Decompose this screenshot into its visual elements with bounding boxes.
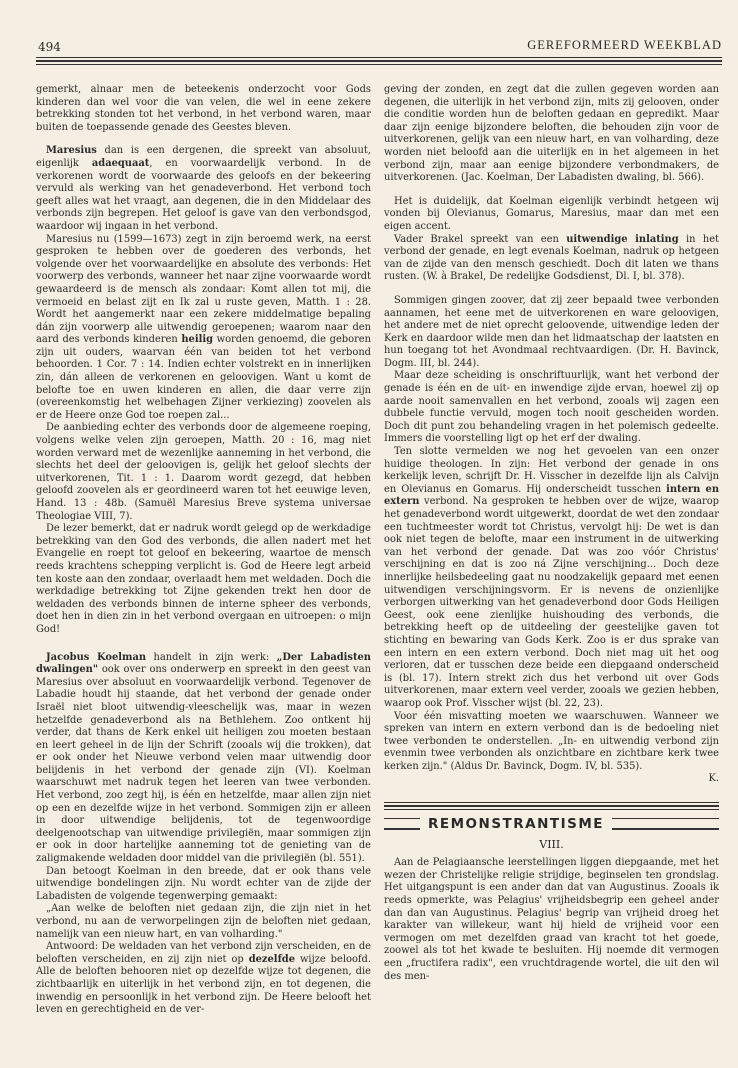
bold-term: intern en extern	[384, 483, 720, 508]
text-run: handelt in zijn werk:	[146, 651, 277, 663]
text-run: Maresius nu (1599—1673) zegt in zijn beroemd werk, na eerst gesproken te hebben over de goederen des verbonds, het volgende over het voorwaardelijke en absolute des verbonds: Het voorwerp des verbonds, wanneer het naar zijne voorwaarde wordt gewaardeerd is de mensch als zondaar: Komt allen tot mij, die vermoeid en belast zijt en Ik zal u ruste geven, Matth. 1 : 28. Wordt het aangemerkt naar een zekere middelmatige bepaling dán zijn voorwerp alle uitwendig geroepenen; waarom naar den aard des verbonds kinderen	[36, 233, 371, 346]
header-rule	[36, 60, 722, 62]
paragraph	[36, 84, 371, 134]
header-rule	[36, 64, 722, 65]
bold-term: dezelfde	[248, 953, 295, 965]
paragraph	[36, 941, 371, 1017]
left-column	[36, 84, 371, 1017]
paragraph	[36, 422, 371, 523]
text-run: De lezer bemerkt, dat er nadruk wordt gelegd op de werkdadige betrekking van den God des verbonds, die allen nadert met het Evangelie en roept tot geloof en bekeering, waartoe de mensch reeds krachtens schepping verplicht is. God de Heere legt arbeid ten koste aan den zondaar, overlaadt hem met weldaden. Doch die werkdadige betrekking tot Zijne gekenden trekt hen door de weldaden des verbonds binnen de interne spheer des verbonds, doet hen in dien zin in het verbond overgaan en uitroepen: o mijn God!	[36, 523, 371, 635]
paragraph	[384, 295, 719, 371]
text-run: Sommigen gingen zoover, dat zij zeer bepaald twee verbonden aannamen, het eene met de uitverkorenen en ware geloovigen, het andere met de niet oprecht geloovende, uitwendige leden der Kerk en daardoor wilde men dan het lidmaatschap der laatsten en hun toegang tot het Avondmaal rechtvaardigen. (Dr. H. Bavinck, Dogm. III, bl. 244).	[384, 294, 719, 369]
section-divider	[384, 800, 719, 814]
text-run: „Aan welke de beloften niet gedaan zijn, die zijn niet in het verbond, nu aan de verworpelingen zijn de beloften niet gedaan, namelijk van een nieuw hart, en van volharding."	[36, 903, 371, 940]
text-run: verbond. Na gesproken te hebben over de wijze, waarop het genadeverbond wordt uitgewerkt, doordat de wet den zondaar een tuchtmeester wordt tot Christus, vervolgt hij: De wet is dan ook niet tegen de belofte, maar een instrument in de uitwerking van het verbond der genade. Dat was zoo vóór Christus' verschijning en dat is zoo ná Zijne verschijning... Doch deze innerlijke heilsbedeeling gaat nu noodzakelijk gepaard met eenen uitwendigen verschijningsvorm. Er is nevens de onzienlijke verborgen uitwerking van het genadeverbond door Gods Heiligen Geest, ook eene zienlijke huishouding des verbonds, die betrekking heeft op de uitdeeling der geestelijke gaven tot stichting en bewaring van Gods Kerk. Zoo is er dus sprake van een intern en een extern verbond. Doch niet mag uit het oog verloren, dat er tusschen deze beide een diepgaand onderscheid is (bl. 17). Intern strekt zich dus het verbond uit over Gods uitverkorenen, maar extern veel verder, zooals we gezien hebben, waarop ook Prof. Visscher wijst (bl. 22, 23).	[384, 496, 719, 709]
paragraph	[36, 145, 371, 233]
heading-bar	[612, 818, 719, 830]
text-run: geving der zonden, en zegt dat die zullen gegeven worden aan degenen, die uiterlijk in het verbond zijn, mits zij gelooven, onder die conditie worden hun de beloften gedaan en gepredikt. Maar daar zijn eenige bijzondere beloften, die behouden zijn voor de uitverkorenen, gelijk van een nieuw hart, en van volharding, deze worden niet beloofd aan die uiterlijk en in het algemeen in het verbond zijn, maar aan eenige bijzondere verbondmakers, de uitverkorenen. (Jac. Koelman, Der Labadisten dwaling, bl. 566).	[384, 84, 719, 184]
section-number: VIII.	[539, 837, 564, 851]
running-title: GEREFORMEERD WEEKBLAD	[527, 38, 722, 52]
bold-term: „Der Labadisten dwalingen"	[36, 651, 371, 676]
text-run: Maar deze scheiding is onschriftuurlijk, want het verbond der genade is één en de uit- en inwendige zijde ervan, hoewel zij op aarde nooit samenvallen en het verbond, zooals wij zagen een dubbele functie vervuld, mogen toch nooit gescheiden worden. Doch dit punt zou behandeling vragen in het polemisch gedeelte. Immers die voorstelling ligt op het erf der dwaling.	[384, 370, 719, 445]
paragraph	[384, 370, 719, 446]
text-run: gemerkt, alnaar men de beteekenis onderzocht voor Gods kinderen dan wel voor die van velen, die wel in eene zekere betrekking stonden tot het verbond, in het verbond waren, maar buiten de toepassende genade des Geestes bleven.	[36, 84, 371, 133]
text-run: De aanbieding echter des verbonds door de algemeene roeping, volgens welke velen zijn geroepen, Matth. 20 : 16, mag niet worden verward met de wezenlijke aanneming in het verbond, die slechts het deel der geloovigen is, gelijk het geloof slechts der uitverkorenen, Tit. 1 : 1. Daarom wordt gezegd, dat hebben geloofd zoovelen als er geordineerd waren tot het eeuwige leven, Hand. 13 : 48b. (Samuël Maresius Breve systema universae Theologiae VIII, 7).	[36, 422, 371, 522]
bold-term: adaequaat	[91, 157, 150, 169]
text-run: dan is een dergenen, die spreekt van absoluut, eigenlijk	[36, 145, 371, 169]
text-run: wijze beloofd. Alle de beloften behooren niet op dezelfde wijze tot degenen, die zichtbaarlijk en uiterlijk in het verbond zijn, en tot degenen, die inwendig en persoonlijk in het verbond zijn. De Heere belooft het leven en gerechtigheid en de ver-	[36, 953, 372, 1016]
paragraph	[36, 652, 371, 866]
paragraph	[36, 903, 371, 941]
article-signature: K.	[708, 773, 719, 785]
text-run: Het is duidelijk, dat Koelman eigenlijk verbindt hetgeen wij vonden bij Olevianus, Gomarus, Maresius, maar dan met een eigen accent.	[384, 195, 719, 232]
bold-term: heilig	[181, 334, 213, 346]
text-run: worden genoemd, die geboren zijn uit ouders, waarvan één van beiden tot het verbond behoorden. 1 Cor. 7 : 14. Indien echter volstrekt en in innerlijken zin, dán alleen de verkorenen en geloovigen. Want u komt de belofte toe en uwen kinderen en allen, die daar verre zijn (overeenkomstig het welbehagen Zijner verkiezing) zoovelen als er de Heere onze God toe roepen zal...	[36, 334, 371, 421]
paragraph	[384, 234, 719, 284]
paragraph	[384, 711, 719, 774]
text-run: Vader Brakel spreekt van een	[394, 233, 567, 245]
paragraph	[384, 84, 719, 185]
paragraph	[384, 446, 719, 710]
heading-bar	[384, 818, 420, 830]
bold-term: Jacobus Koelman	[46, 651, 147, 663]
text-run: in het verbond der genade, en legt evenals Koelman, nadruk op hetgeen van de zijde van den mensch geschiedt. Doch dit laten we thans rusten. (W. à Brakel, De redelijke Godsdienst, Dl. I, bl. 378).	[384, 233, 720, 283]
bold-term: Maresius	[46, 145, 97, 157]
text-run: Ten slotte vermelden we nog het gevoelen van een onzer huidige theologen. In zijn: Het verbond der genade in ons kerkelijk leven, schrijft Dr. H. Visscher in dezelfde lijn als Calvijn en Olevianus en Gomarus. Hij onderscheidt tusschen	[384, 446, 719, 495]
paragraph	[36, 866, 371, 904]
article-continuation	[384, 84, 719, 773]
header-rule	[36, 57, 722, 58]
text-run: , en voorwaardelijk verbond. In de verkorenen wordt de voorwaarde des geloofs en der bekeering vervuld als werking van het genadeverbond. Het verbond toch geeft alles wat het vraagt, aan degenen, die in den Middelaar des verbonds zijn begrepen. Het geloof is gave van den verbondsgod, waardoor wij ingaan in het verbond.	[36, 157, 372, 232]
text-run: Voor één misvatting moeten we waarschuwen. Wanneer we spreken van intern en extern verbond dan is de bedoeling niet twee verbonden te onderstellen. „In- en uitwendig verbond zijn evenmin twee verbonden als onzichtbare en zichtbare kerk twee kerken zijn." (Aldus Dr. Bavinck, Dogm. IV, bl. 535).	[384, 710, 719, 772]
right-column	[384, 84, 719, 983]
section-paragraph: Aan de Pelagiaansche leerstellingen liggen diepgaande, met het wezen der Christelijke religie strijdige, beginselen ten grondslag. Het uitgangspunt is een ander dan dat van Augustinus. Zooals ik reeds opmerkte, was Pelagius' vrijheidsbegrip een geheel ander dan dan van Augustinus. Pelagius' begrip van vrijheid droeg het karakter van willekeur, want hij hield de vrijheid voor een vermogen om met dezelfden graad van kracht tot het goede, zoowel als tot het kwade te besluiten. Hij noemde dit vermogen een „fructifera radix", een vruchtdragende wortel, die uit den wil des men-	[384, 857, 719, 982]
section-title: REMONSTRANTISME	[428, 816, 605, 833]
paragraph	[384, 196, 719, 234]
page-number: 494	[38, 40, 61, 54]
text-run: Dan betoogt Koelman in den breede, dat er ook thans vele uitwendige bondelingen zijn. Nu wordt echter van de zijde der Labadisten de volgende tegenwerping gemaakt:	[36, 865, 371, 902]
text-run: Antwoord: De weldaden van het verbond zijn verscheiden, en de beloften verscheiden, en zij zijn niet op	[36, 941, 371, 965]
paragraph	[36, 523, 371, 636]
text-run: ook over ons onderwerp en spreekt in den geest van Maresius over absoluut en voorwaardelijk verbond. Tegenover de Labadie houdt hij staande, dat het verbond der genade onder Israël niet bloot uitwendig-vleeschelijk was, maar in wezen hetzelfde genadeverbond als na Bethlehem. Zoo ontkent hij verder, dat thans de Kerk enkel uit heiligen zou moeten bestaan en leert geheel in de lijn der Schrift (zooals wij die trokken), dat er ook onder het Nieuwe verbond velen maar uitwendig door belijdenis in het verbond der genade zijn (VI). Koelman waarschuwt met nadruk tegen het leeren van twee verbonden. Het verbond, zoo zegt hij, is één en hetzelfde, maar allen zijn niet op een en dezelfde wijze in het verbond. Sommigen zijn er alleen in door uitwendige belijdenis, tot de tegenwoordige deelgenootschap van uitwendige privilegiën, maar sommigen zijn er ook in door hartelijke aanneming tot de genieting van de zaligmakende weldaden door middel van die privilegiën (bl. 551).	[36, 664, 371, 865]
section-heading	[384, 818, 719, 831]
bold-term: uitwendige inlating	[566, 233, 679, 245]
paragraph	[36, 234, 371, 423]
